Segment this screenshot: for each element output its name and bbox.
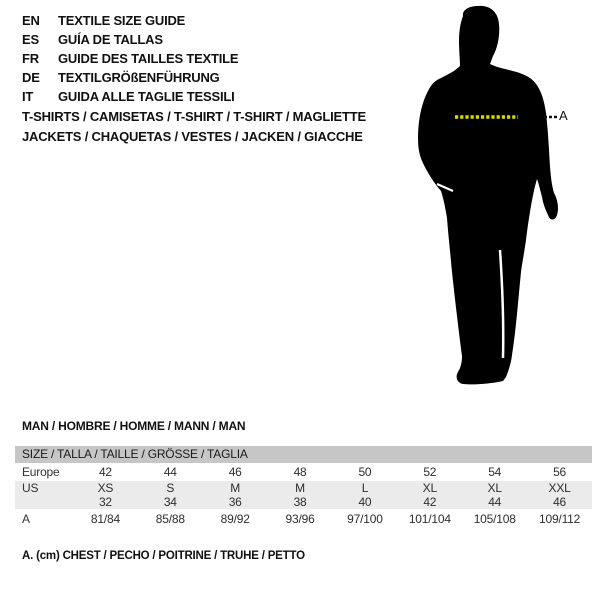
language-label: GUIDA ALLE TAGLIE TESSILI [58,89,235,104]
size-cell: 85/88 [155,512,185,526]
row-label: US [22,481,39,495]
language-label: TEXTILE SIZE GUIDE [58,13,186,28]
size-table [15,446,592,529]
size-cell: 38 [293,495,307,509]
man-silhouette-body [418,6,558,384]
size-cell: 109/112 [539,512,581,526]
size-cell: 44 [163,465,177,479]
language-label: GUÍA DE TALLAS [58,32,163,47]
language-code: EN [22,13,40,28]
table-row-us-numeric [15,495,592,509]
measurement-footnote: A. (cm) CHEST / PECHO / POITRINE / TRUHE / PETTO [22,550,305,562]
size-cell: 48 [293,465,307,479]
table-row-us-letter [15,481,592,495]
size-cell: M [230,481,241,495]
language-code: DE [22,70,40,85]
size-cell: XL [487,481,502,495]
man-silhouette-figure [405,0,600,400]
size-cell: S [166,481,175,495]
table-row-europe [15,463,592,481]
size-cell: 93/96 [285,512,315,526]
language-code: FR [22,51,39,66]
language-row-es [22,30,238,49]
language-label: GUIDE DES TAILLES TEXTILE [58,51,239,66]
size-cell: 81/84 [90,512,120,526]
size-cell: 36 [228,495,242,509]
measure-point-a-label: A [559,108,568,123]
language-row-de [22,68,238,87]
size-cell: 42 [423,495,437,509]
size-cell: 89/92 [220,512,250,526]
size-cell: 56 [553,465,567,479]
row-label: Europe [22,465,60,479]
size-cell: 46 [228,465,242,479]
size-cell: 32 [98,495,112,509]
size-cell: 50 [358,465,372,479]
language-row-fr [22,49,238,68]
size-cell: 101/104 [408,512,451,526]
size-cell: 54 [488,465,502,479]
table-row-chest-a [15,509,592,529]
size-cell: XL [422,481,437,495]
size-cell: 44 [488,495,502,509]
size-cell: 52 [423,465,437,479]
size-cell: M [295,481,305,495]
size-cell: 97/100 [347,512,383,526]
category-tshirts: T-SHIRTS / CAMISETAS / T-SHIRT / T-SHIRT / MAGLIETTE [22,109,366,124]
size-cell: 105/108 [473,512,516,526]
row-label: A [22,512,30,526]
size-cell: XXL [548,481,571,495]
language-list [22,11,238,106]
size-table-header: SIZE / TALLA / TAILLE / GRÖSSE / TAGLIA [15,446,592,463]
language-row-it [22,87,238,106]
size-cell: 42 [98,465,112,479]
size-cell: 40 [358,495,372,509]
size-cell: 34 [163,495,177,509]
size-cell: XS [97,481,114,495]
language-row-en [22,11,238,30]
man-silhouette [405,0,600,400]
size-cell: L [361,481,369,495]
language-label: TEXTILGRÖßENFÜHRUNG [58,70,220,85]
category-jackets: JACKETS / CHAQUETAS / VESTES / JACKEN / GIACCHE [22,129,363,144]
category-list [22,107,366,147]
section-title-man: MAN / HOMBRE / HOMME / MANN / MAN [22,419,246,433]
row-label [15,495,73,509]
language-code: ES [22,32,39,47]
language-code: IT [22,89,34,104]
size-cell: 46 [553,495,567,509]
